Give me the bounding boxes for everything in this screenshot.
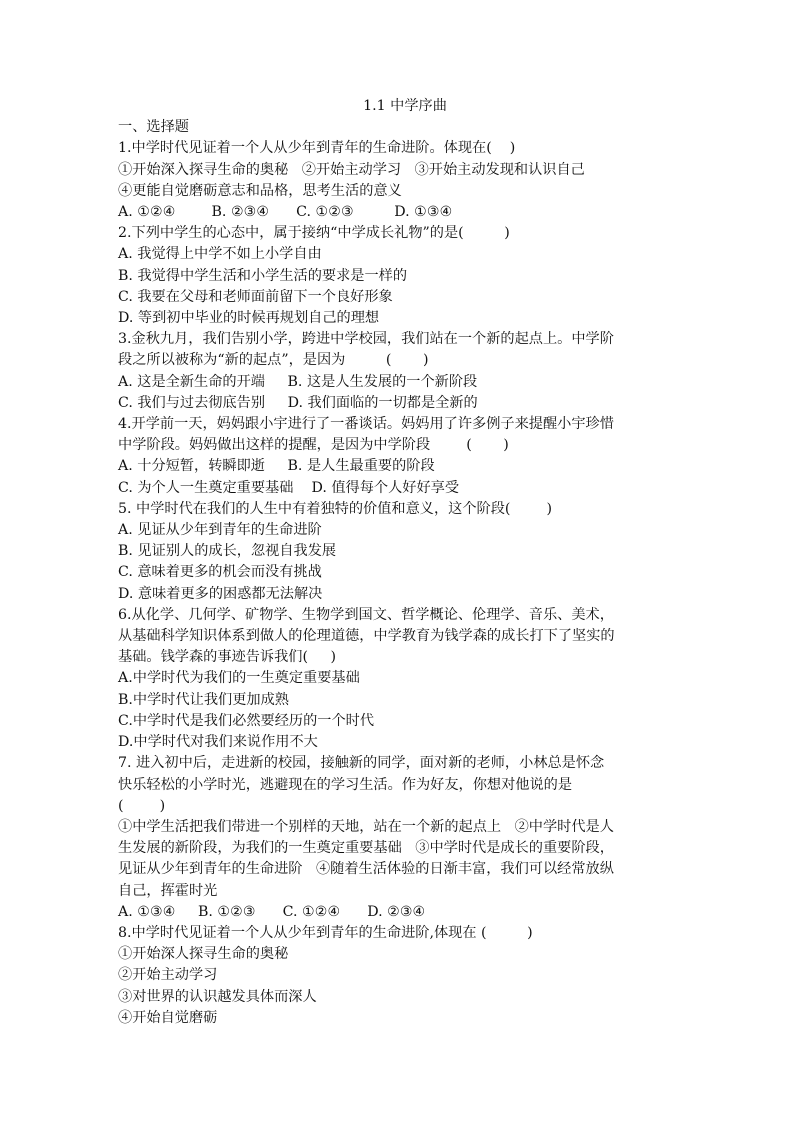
text-line: 生发展的新阶段，为我们的一生奠定重要基础 ③中学时代是成长的重要阶段， (118, 840, 614, 857)
text-line: A.中学时代为我们的一生奠定重要基础 (118, 670, 360, 687)
text-line: 3.金秋九月，我们告别小学，跨进中学校园，我们站在一个新的起点上。中学阶 (118, 331, 614, 348)
text-line: C. 意味着更多的机会而没有挑战 (118, 564, 322, 581)
text-line: A. ①③④ B. ①②③ C. ①②④ D. ②③④ (118, 903, 426, 920)
text-line: A. 十分短暂，转瞬即逝 B. 是人生最重要的阶段 (118, 458, 435, 475)
text-line: ④更能自觉磨砺意志和品格，思考生活的意义 (118, 182, 402, 199)
text-line: ②开始主动学习 (118, 967, 218, 984)
text-line: C. 我们与过去彻底告别 D. 我们面临的一切都是全新的 (118, 394, 478, 411)
text-line: 见证从少年到青年的生命进阶 ④随着生活体验的日渐丰富，我们可以经常放纵 (118, 861, 614, 878)
text-line: 从基础科学知识体系到做人的伦理道德，中学教育为钱学森的成长打下了坚实的 (118, 628, 615, 645)
text-line: B. 见证别人的成长，忽视自我发展 (118, 543, 337, 560)
text-line: 段之所以被称为“新的起点”，是因为 ( ) (118, 352, 429, 369)
text-line: 7. 进入初中后，走进新的校园，接触新的同学，面对新的老师，小林总是怀念 (118, 755, 605, 772)
text-line: A. 我觉得上中学不如上小学自由 (118, 246, 322, 263)
text-line: ③对世界的认识越发具体而深人 (118, 988, 317, 1005)
text-line: 1.中学时代见证着一个人从少年到青年的生命进阶。体现在( ) (118, 140, 516, 157)
text-line: A. 这是全新生命的开端 B. 这是人生发展的一个新阶段 (118, 373, 478, 390)
text-line: 2.下列中学生的心态中，属于接纳“中学成长礼物”的是( ) (118, 225, 510, 242)
text-line: C. 为个人一生奠定重要基础 D. 值得每个人好好享受 (118, 479, 460, 496)
text-line: C.中学时代是我们必然要经历的一个时代 (118, 712, 375, 729)
text-line: 中学阶段。妈妈做出这样的提醒，是因为中学阶段 ( ) (118, 437, 509, 454)
text-line: 快乐轻松的小学时光，逃避现在的学习生活。作为好友，你想对他说的是 (118, 776, 573, 793)
text-line: ( ) (118, 797, 166, 814)
text-line: D. 意味着更多的困惑都无法解决 (118, 585, 323, 602)
text-line: 基础。钱学森的事迹告诉我们( ) (118, 649, 337, 666)
text-line: ④开始自觉磨砺 (118, 1009, 218, 1026)
page-title: 1.1 中学序曲 (363, 98, 447, 114)
section-heading: 一、选择题 (118, 119, 189, 136)
text-line: 8.中学时代见证着一个人从少年到青年的生命进阶,体现在 ( ) (118, 924, 533, 941)
text-line: 5. 中学时代在我们的人生中有着独特的价值和意义，这个阶段( ) (118, 500, 553, 517)
text-line: A. 见证从少年到青年的生命进阶 (118, 522, 322, 539)
text-line: ①开始深入探寻生命的奥秘 ②开始主动学习 ③开始主动发现和认识自己 (118, 161, 585, 178)
text-line: A. ①②④ B. ②③④ C. ①②③ D. ①③④ (118, 204, 453, 221)
question-lines (118, 138, 678, 1029)
text-line: B. 我觉得中学生活和小学生活的要求是一样的 (118, 267, 408, 284)
text-line: C. 我要在父母和老师面前留下一个良好形象 (118, 288, 393, 305)
text-line: 6.从化学、几何学、矿物学、生物学到国文、哲学概论、伦理学、音乐、美术， (118, 606, 614, 623)
text-line: 自己，挥霍时光 (118, 882, 218, 899)
text-line: 4.开学前一天，妈妈跟小宇进行了一番谈话。妈妈用了许多例子来提醒小宇珍惜 (118, 416, 614, 433)
text-line: B.中学时代让我们更加成熟 (118, 691, 289, 708)
text-line: D.中学时代对我们来说作用不大 (118, 734, 318, 751)
document-body (118, 96, 678, 1029)
text-line: D. 等到初中毕业的时候再规划自己的理想 (118, 310, 380, 327)
text-line: ①开始深人探寻生命的奥秘 (118, 946, 289, 963)
text-line: ①中学生活把我们带进一个别样的天地，站在一个新的起点上 ②中学时代是人 (118, 818, 614, 835)
